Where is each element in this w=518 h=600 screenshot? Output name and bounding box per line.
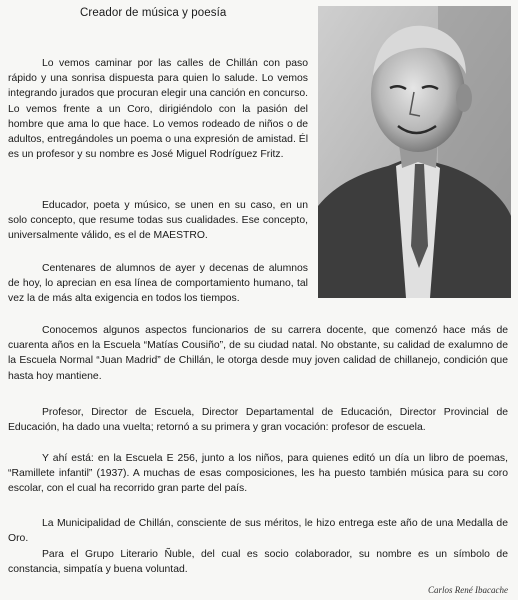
paragraph-8: Para el Grupo Literario Ñuble, del cual es socio colaborador, su nombre es un símbolo de constancia, simpatía y buena voluntad.	[8, 549, 508, 576]
paragraph-6: Y ahí está: en la Escuela E 256, junto a los niños, para quienes editó un día un libro de poemas, “Ramillete infantil” (1937). A muchas de esas composiciones, les ha puesto también música para su coro escolar, con el cual ha recorrido gran parte del país.	[8, 453, 508, 495]
paragraph-7: La Municipalidad de Chillán, consciente de sus méritos, le hizo entrega este año de una Medalla de Oro.	[8, 518, 508, 545]
paragraph-3: Centenares de alumnos de ayer y decenas de alumnos de hoy, lo aprecian en esa línea de comportamiento humano, tal vez la de más alta exigencia en todos los tiempos.	[8, 263, 308, 305]
portrait-photo	[318, 6, 511, 298]
paragraph-5: Profesor, Director de Escuela, Director Departamental de Educación, Director Provincial de Educación, ha dado una vuelta; retornó a su primera y gran vocación: profesor de escuela.	[8, 407, 508, 434]
author-signature: Carlos René Ibacache	[428, 585, 508, 595]
paragraph-4: Conocemos algunos aspectos funcionarios de su carrera docente, que comenzó hace más de cuarenta años en la Escuela “Matías Cousiño”, de su ciudad natal. No obstante, su calidad de exalumno de la Escuela Normal “Juan Madrid” de Chillán, le otorga desde muy joven calidad de chillanejo, condición que hasta hoy mantiene.	[8, 325, 508, 382]
paragraph-1: Lo vemos caminar por las calles de Chillán con paso rápido y una sonrisa dispuesta para quien lo salude. Lo vemos integrando jurados que procuran elegir una canción en concurso. Lo vemos frente a un Coro, dirigiéndolo con la pasión del hombre que ama lo que hace. Lo vemos rodeado de niños o de adultos, entregándoles un poema o una expresión de amistad. Él es un profesor y su nombre es José Miguel Rodríguez Fritz.	[8, 58, 308, 161]
article-heading: Creador de música y poesía	[80, 7, 227, 19]
paragraph-2: Educador, poeta y músico, se unen en su caso, en un solo concepto, que resume todas sus cualidades. Ese concepto, universalmente válido, es el de MAESTRO.	[8, 200, 308, 242]
